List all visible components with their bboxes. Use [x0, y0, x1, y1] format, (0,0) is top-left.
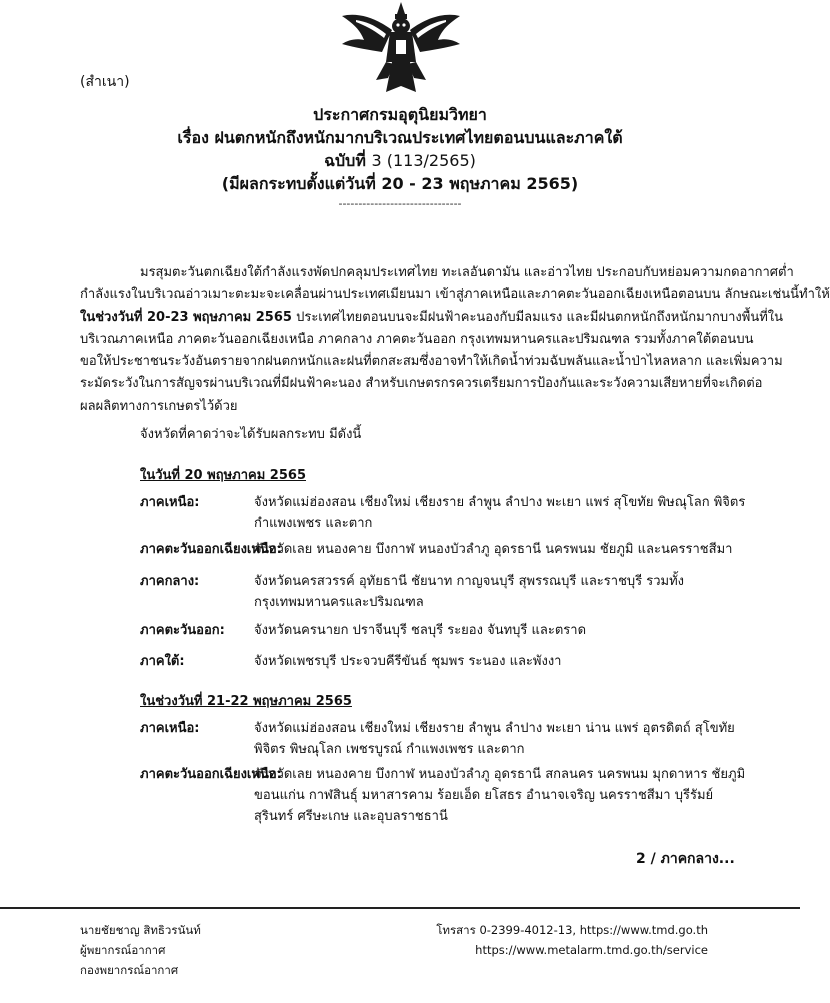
region-label: ภาคตะวันออกเฉียงเหนือ: [140, 767, 282, 782]
highlight-rest: ประเทศไทยตอนบนจะมีฝนฟ้าคะนองกับมีลมแรง และมีฝนตกหนักถึงหนักมากบางพื้นที่ใน [291, 309, 784, 325]
province-line: สุรินทร์ ศรีษะเกษ และอุบลราชธานี [254, 809, 448, 824]
garuda-emblem-icon [336, 0, 466, 95]
province-line: กรุงเทพมหานครและปริมณฑล [254, 595, 424, 610]
highlight-dates: ในช่วงวันที่ 20-23 พฤษภาคม 2565 [80, 309, 292, 325]
region-provinces [254, 718, 735, 760]
body-line: บริเวณภาคเหนือ ภาคตะวันออกเฉียงเหนือ ภาคกลาง ภาคตะวันออก กรุงเทพมหานครและปริมณฑล รวมทั้งภาคใต้ตอนบน [80, 331, 754, 347]
footer-contact [436, 920, 708, 960]
section-heading: ในช่วงวันที่ 21-22 พฤษภาคม 2565 [140, 694, 352, 709]
issue-line [0, 149, 800, 172]
effective-dates: (มีผลกระทบตั้งแต่วันที่ 20 - 23 พฤษภาคม 2565) [221, 174, 579, 193]
title-block [0, 103, 800, 213]
province-line: จังหวัดนครสวรรค์ อุทัยธานี ชัยนาท กาญจนบุรี สุพรรณบุรี และราชบุรี รวมทั้ง [254, 574, 685, 589]
region-provinces [254, 620, 729, 641]
province-line: ขอนแก่น กาฬสินธุ์ มหาสารคาม ร้อยเอ็ด ยโสธร อำนาจเจริญ นครราชสีมา บุรีรัมย์ [254, 788, 714, 803]
body-line-highlight [80, 307, 784, 329]
service-link[interactable]: https://www.metalarm.tmd.go.th/service [475, 943, 708, 957]
body-line: ผลผลิตทางการเกษตรไว้ด้วย [80, 398, 238, 414]
region-label: ภาคเหนือ: [140, 495, 200, 510]
issue-prefix: ฉบับที่ [324, 151, 366, 170]
region-provinces [254, 764, 746, 827]
province-line: จังหวัดเพชรบุรี ประจวบคีรีขันธ์ ชุมพร ระนอง และพังงา [254, 654, 562, 669]
header-divider: ------------------------------- [338, 197, 462, 210]
region-label: ภาคเหนือ: [140, 721, 200, 736]
body-line: ขอให้ประชาชนระวังอันตรายจากฝนตกหนักและฝนที่ตกสะสมซึ่งอาจทำให้เกิดน้ำท่วมฉับพลันและน้ำป่าไหลหลาก และเพิ่มความ [80, 354, 783, 370]
body-line: กำลังแรงในบริเวณอ่าวเมาะตะมะจะเคลื่อนผ่านประเทศเมียนมา เข้าสู่ภาคเหนือและภาคตะวันออกเฉียงเหนือตอนบน ลักษณะเช่นนี้ทำให้ [80, 287, 830, 303]
section-heading: ในวันที่ 20 พฤษภาคม 2565 [140, 468, 306, 483]
region-label: ภาคตะวันออก: [140, 623, 225, 638]
province-line: จังหวัดนครนายก ปราจีนบุรี ชลบุรี ระยอง จันทบุรี และตราด [254, 623, 587, 638]
forecaster-dept: กองพยากรณ์อากาศ [80, 963, 179, 977]
province-line: จังหวัดเลย หนองคาย บึงกาฬ หนองบัวลำภู อุดรธานี สกลนคร นครพนม มุกดาหาร ชัยภูมิ [254, 767, 746, 782]
body-line: ระมัดระวังในการสัญจรผ่านบริเวณที่มีฝนฟ้าคะนอง สำหรับเกษตรกรควรเตรียมการป้องกันและระวังความเสียหายที่จะเกิดต่อ [80, 376, 763, 392]
issue-number: 3 (113/2565) [371, 151, 476, 170]
region-provinces [254, 539, 733, 560]
footer-divider [0, 907, 800, 909]
region-label: ภาคกลาง: [140, 574, 200, 589]
region-provinces [254, 492, 746, 534]
continued-on-next-page: 2 / ภาคกลาง... [636, 851, 735, 867]
region-label: ภาคใต้: [140, 654, 185, 669]
region-provinces [254, 651, 729, 672]
province-line: พิจิตร พิษณุโลก เพชรบูรณ์ กำแพงเพชร และตาก [254, 742, 525, 757]
region-label: ภาคตะวันออกเฉียงเหนือ: [140, 542, 282, 557]
region-provinces [254, 571, 729, 613]
forecaster-name: นายชัยชาญ สิทธิวรนันท์ [80, 923, 201, 937]
province-line: จังหวัดแม่ฮ่องสอน เชียงใหม่ เชียงราย ลำพูน ลำปาง พะเยา น่าน แพร่ อุตรดิตถ์ สุโขทัย [254, 721, 735, 736]
body-paragraph [80, 262, 830, 418]
copy-mark: (สำเนา) [80, 74, 130, 90]
forecaster-role: ผู้พยากรณ์อากาศ [80, 943, 166, 957]
footer-signatory [80, 920, 201, 980]
province-line: กำแพงเพชร และตาก [254, 516, 373, 531]
province-line: จังหวัดแม่ฮ่องสอน เชียงใหม่ เชียงราย ลำพูน ลำปาง พะเยา แพร่ สุโขทัย พิษณุโลก พิจิตร [254, 495, 746, 510]
affected-intro: จังหวัดที่คาดว่าจะได้รับผลกระทบ มีดังนี้ [140, 427, 362, 442]
announcement-title: ประกาศกรมอุตุนิยมวิทยา [313, 105, 487, 124]
province-line: จังหวัดเลย หนองคาย บึงกาฬ หนองบัวลำภู อุดรธานี นครพนม ชัยภูมิ และนครราชสีมา [254, 542, 733, 557]
fax-and-website: โทรสาร 0-2399-4012-13, https://www.tmd.go.th [436, 923, 708, 937]
body-line: มรสุมตะวันตกเฉียงใต้กำลังแรงพัดปกคลุมประเทศไทย ทะเลอันดามัน และอ่าวไทย ประกอบกับหย่อมความกดอากาศต่ำ [140, 265, 794, 280]
announcement-subject: เรื่อง ฝนตกหนักถึงหนักมากบริเวณประเทศไทยตอนบนและภาคใต้ [177, 128, 623, 147]
